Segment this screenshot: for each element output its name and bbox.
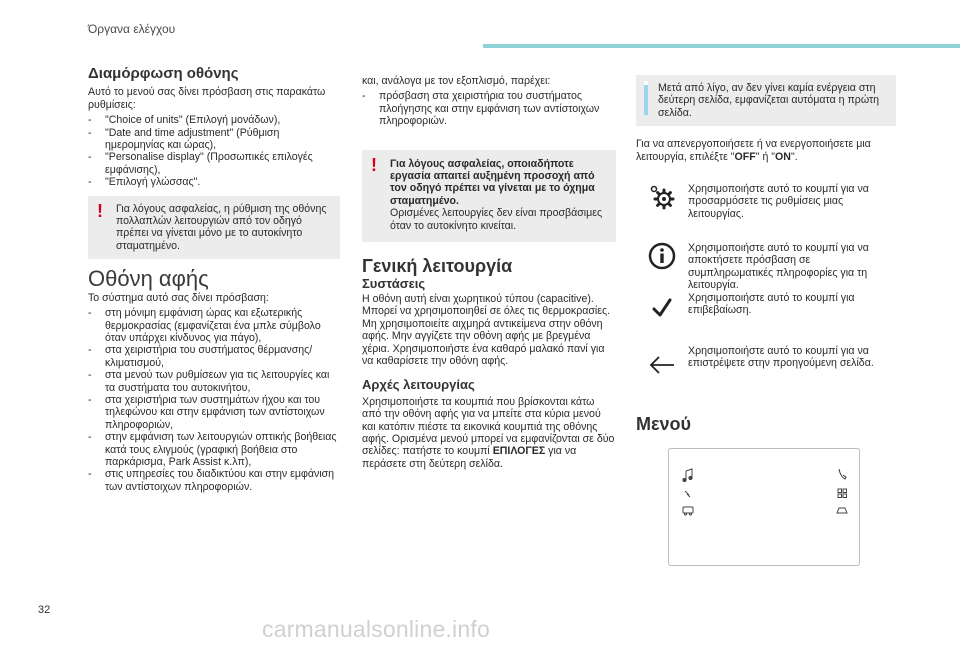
warning-icon: !: [97, 200, 103, 221]
icon-description: Χρησιμοποιήστε αυτό το κουμπί για να επιστρέψετε στην προηγούμενη σελίδα.: [688, 345, 874, 370]
list-item: - "Επιλογή γλώσσας".: [88, 176, 340, 188]
icon-row-info: [636, 242, 896, 292]
display-list: [88, 114, 340, 188]
on-keyword: ON: [775, 150, 791, 163]
heading-general-operation: Γενική λειτουργία: [362, 256, 513, 277]
icon-description: Χρησιμοποιήστε αυτό το κουμπί για να προσαρμόσετε τις ρυθμίσεις μιας λειτουργίας.: [688, 183, 869, 220]
warning-icon: !: [371, 154, 377, 175]
toggle-mid: " ή ": [755, 150, 776, 163]
list-item: - πρόσβαση στα χειριστήρια του συστήματος πλοήγησης και στην εμφάνιση των αντίστοιχων πληροφοριών.: [362, 90, 616, 127]
toggle-pre: Για να απενεργοποιήσετε ή να ενεργοποιήσετε μια λειτουργία, επιλέξτε ": [636, 138, 871, 163]
warning-text: Ορισμένες λειτουργίες δεν είναι προσβάσιμες όταν το αυτοκίνητο κινείται.: [390, 207, 603, 232]
section-label: Όργανα ελέγχου: [88, 22, 176, 36]
info-icon: [636, 242, 688, 270]
icon-row-settings: [636, 183, 896, 220]
touchscreen-illustration: [668, 448, 860, 566]
list-item: - "Choice of units" (Επιλογή μονάδων),: [88, 114, 340, 126]
list-item: - "Date and time adjustment" (Ρύθμιση ημερομηνίας και ώρας),: [88, 127, 340, 152]
icon-description: Χρησιμοποιήστε αυτό το κουμπί για επιβεβαίωση.: [688, 292, 855, 317]
toggle-post: ".: [790, 150, 798, 163]
list-item: - στα χειριστήρια του συστήματος θέρμανσης/κλιματισμού,: [88, 344, 340, 369]
options-keyword: ΕΠΙΛΟΓΕΣ: [492, 445, 546, 458]
list-item: - στα χειριστήρια των συστημάτων ήχου και του τηλεφώνου και στην εμφάνιση των αντίστοιχων πληροφοριών,: [88, 394, 340, 431]
heading-recommendations: Συστάσεις: [362, 276, 426, 292]
icon-row-back: [636, 345, 896, 375]
heading-principles: Αρχές λειτουργίας: [362, 377, 475, 393]
column-3: [636, 75, 896, 166]
touch-intro: Το σύστημα αυτό σας δίνει πρόσβαση:: [88, 291, 269, 304]
info-text: Μετά από λίγο, αν δεν γίνει καμία ενέργεια στη δεύτερη σελίδα, εμφανίζεται αυτόματα η πρώτη σελίδα.: [658, 82, 880, 119]
icon-row-confirm: [636, 292, 896, 320]
check-icon: [636, 292, 688, 320]
list-item: - στη μόνιμη εμφάνιση ώρας και εξωτερικής θερμοκρασίας (εμφανίζεται ένα μπλε σύμβολο όταν υπάρχει κίνδυνος για πάγο),: [88, 307, 340, 344]
header-rule: [483, 44, 960, 48]
info-marker-icon: [644, 81, 648, 115]
menu-icons-svg: [669, 449, 859, 565]
continuation-list: [362, 90, 616, 127]
watermark-text: carmanualsonline.info: [262, 616, 490, 642]
touch-list: [88, 307, 340, 493]
heading-menus: Μενού: [636, 414, 692, 434]
principles-post: για να περάσετε στη δεύτερη σελίδα.: [362, 445, 577, 470]
principles-pre: Χρησιμοποιήστε τα κουμπιά που βρίσκονται κάτω από την οθόνη αφής για να μπείτε στα κύρια μενού και κατόπιν πιέστε τα εικονικά κουμπιά της οθόνης αφής. Ορισμένα μενού μπορεί να εμφανίζονται σε δύο σελίδες: πατήστε το κουμπί: [362, 395, 615, 458]
warning-text: Για λόγους ασφαλείας, η ρύθμιση της οθόνης πολλαπλών λειτουργιών από τον οδηγό πρέπει να γίνεται μόνο με το αυτοκίνητο σταματημένο.: [116, 202, 327, 252]
icon-description: Χρησιμοποιήστε αυτό το κουμπί για να αποκτήσετε πρόσβαση σε συμπληρωματικές πληροφορίες για τη λειτουργία.: [688, 242, 869, 292]
list-item: - στα μενού των ρυθμίσεων για τις λειτουργίες και τα συστήματα του αυτοκινήτου,: [88, 369, 340, 394]
off-keyword: OFF: [734, 150, 756, 163]
list-item: - "Personalise display" (Προσωπικές επιλογές εμφάνισης),: [88, 151, 340, 176]
toggle-text: [636, 138, 896, 163]
back-arrow-icon: [636, 345, 688, 375]
continuation-text: και, ανάλογα με τον εξοπλισμό, παρέχει:: [362, 75, 551, 87]
column-2: [362, 75, 616, 473]
info-box: [636, 75, 896, 126]
heading-touchscreen: Οθόνη αφής: [88, 266, 209, 292]
settings-gear-icon: [636, 183, 688, 211]
heading-display-config: Διαμόρφωση οθόνης: [88, 65, 239, 82]
recommendations-text: Η οθόνη αυτή είναι χωρητικού τύπου (capacitive). Μπορεί να χρησιμοποιηθεί σε όλες τις θερμοκρασίες. Μη χρησιμοποιείτε αιχμηρά αντικείμενα στην οθόνη αφής. Μην αγγίζετε την οθόνη αφής με βρεγμένα χέρια. Χρησιμοποιήστε ένα καθαρό μαλακό πανί για να καθαρίσετε την οθόνη αφής.: [362, 292, 611, 367]
page-number: 32: [38, 604, 51, 616]
principles-text: [362, 396, 616, 470]
warning-bold-text: Για λόγους ασφαλείας, οποιαδήποτε εργασία απαιτεί αυξημένη προσοχή από τον οδηγό πρέπει να γίνεται με το όχημα σταματημένο.: [390, 157, 595, 207]
warning-box-safety: [362, 150, 616, 242]
display-intro: Αυτό το μενού σας δίνει πρόσβαση στις παρακάτω ρυθμίσεις:: [88, 86, 326, 111]
list-item: - στις υπηρεσίες του διαδικτύου και στην εμφάνιση των αντίστοιχων πληροφοριών.: [88, 468, 340, 493]
warning-box-display: [88, 196, 340, 260]
info-marker-dot: [644, 81, 648, 85]
column-1: [88, 65, 340, 496]
list-item: - στην εμφάνιση των λειτουργιών οπτικής βοήθειας κατά τους ελιγμούς (γραφική βοήθεια στο παρκάρισμα, Park Assist κ.λπ),: [88, 431, 340, 468]
